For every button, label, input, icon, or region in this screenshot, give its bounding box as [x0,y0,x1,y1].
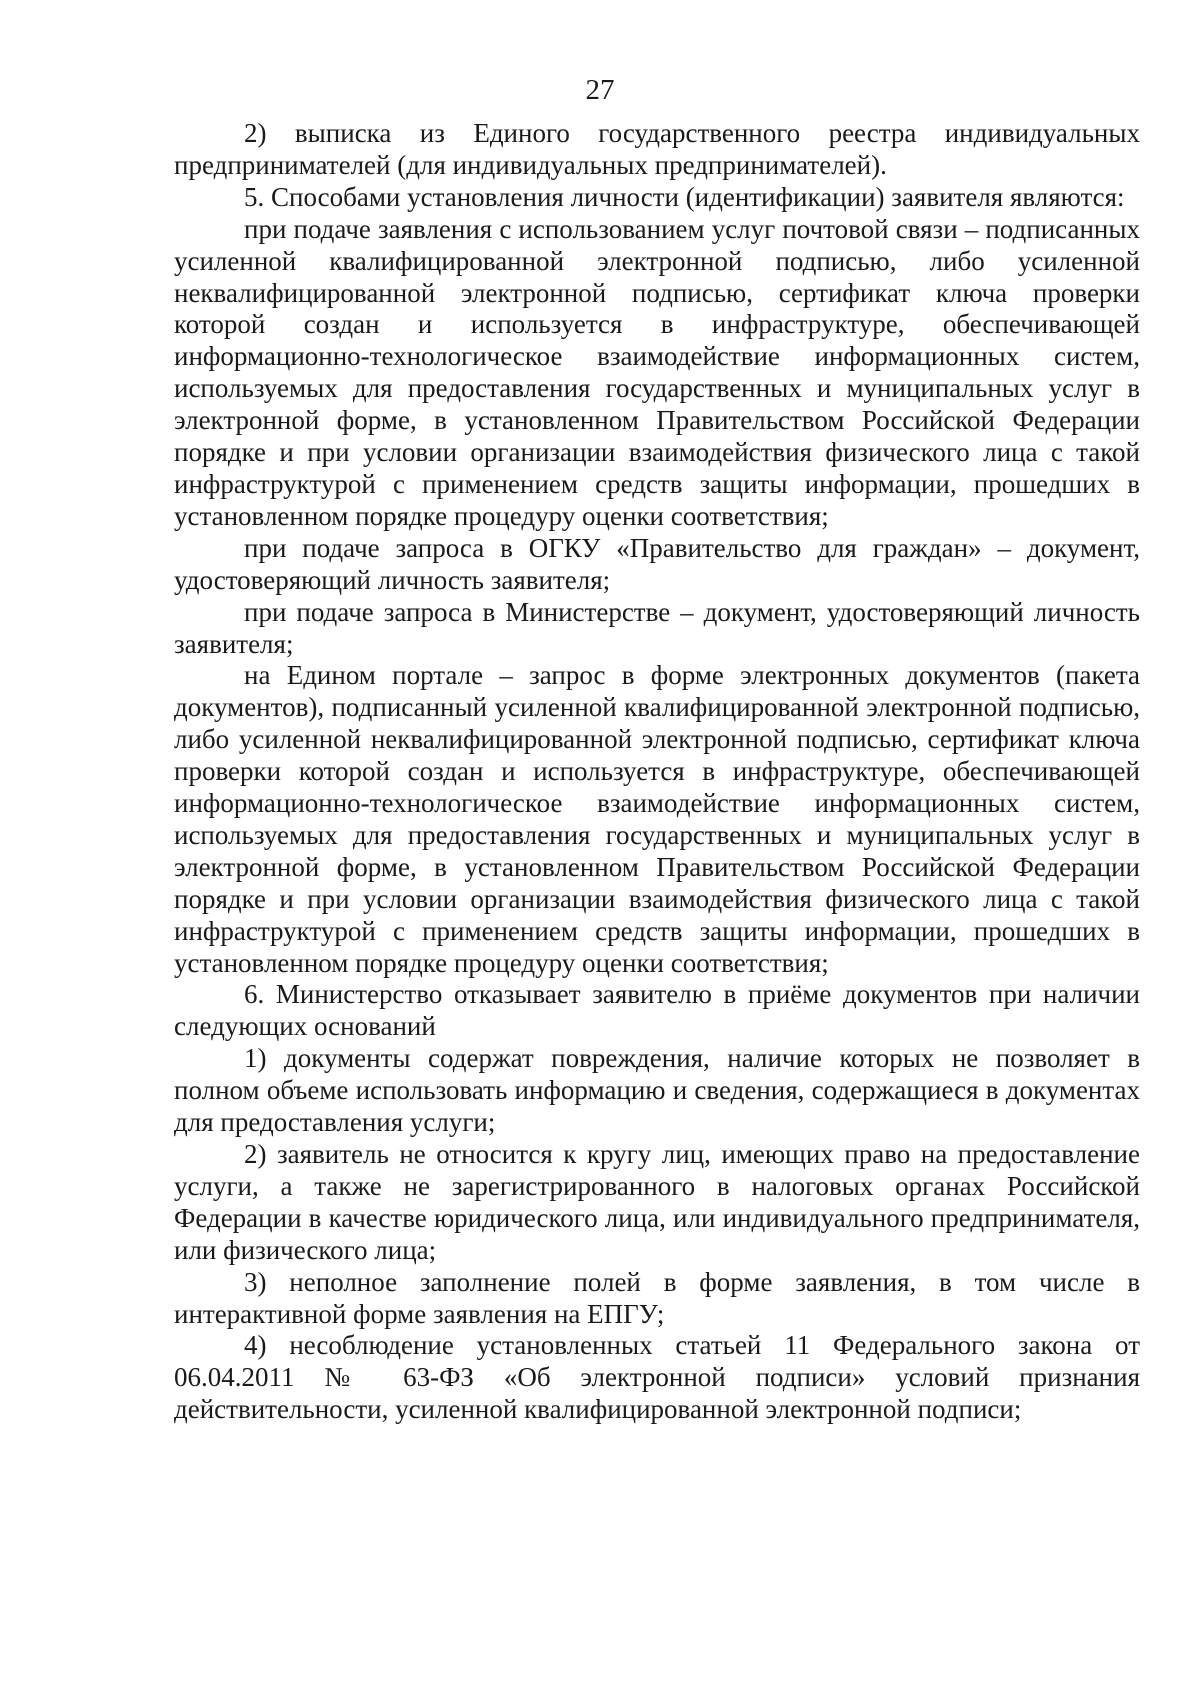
paragraph-refusal-1: 1) документы содержат повреждения, наличие которых не позволяет в полном объеме использовать информацию и сведения, содержащиеся в документах для предоставления услуги; [174,1043,1140,1138]
document-body [174,118,1140,1426]
paragraph-refusal-2: 2) заявитель не относится к кругу лиц, имеющих право на предоставление услуги, а также не зарегистрированного в налоговых органах Российской Федерации в качестве юридического лица, или индивидуального предпринимателя, или физического лица; [174,1139,1140,1265]
paragraph-refusal-4: 4) несоблюдение установленных статьей 11 Федерального закона от 06.04.2011 № 63-ФЗ «Об электронной подписи» условий признания действительности, усиленной квалифицированной электронной подписи; [174,1330,1140,1425]
paragraph-refusal-3: 3) неполное заполнение полей в форме заявления, в том числе в интерактивной форме заявления на ЕПГУ; [174,1266,1140,1329]
paragraph-ogku-submission: при подаче запроса в ОГКУ «Правительство для граждан» – документ, удостоверяющий личность заявителя; [174,532,1140,595]
paragraph-ministry-submission: при подаче запроса в Министерстве – документ, удостоверяющий личность заявителя; [174,596,1140,659]
paragraph-postal-submission: при подаче заявления с использованием услуг почтовой связи – подписанных усиленной квалифицированной электронной подписью, либо усиленной неквалифицированной электронной подписью, сертификат ключа проверки которой создан и используется в инфраструктуре, обеспечивающей информационно-технологическое взаимодействие информационных систем, используемых для предоставления государственных и муниципальных услуг в электронной форме, в установленном Правительством Российской Федерации порядке и при условии организации взаимодействия физического лица с такой инфраструктурой с применением средств защиты информации, прошедших в установленном порядке процедуру оценки соответствия; [174,213,1140,531]
paragraph-egrip-extract: 2) выписка из Единого государственного реестра индивидуальных предпринимателей (для индивидуальных предпринимателей). [174,118,1140,180]
page-number: 27 [585,74,615,106]
paragraph-item-5-heading: 5. Способами установления личности (идентификации) заявителя являются: [244,181,1125,212]
paragraph-item-6-heading: 6. Министерство отказывает заявителю в приёме документов при наличии следующих оснований [174,979,1140,1042]
paragraph-unified-portal: на Едином портале – запрос в форме электронных документов (пакета документов), подписанный усиленной квалифицированной электронной подписью, либо усиленной неквалифицированной электронной подписью, сертификат ключа проверки которой создан и используется в инфраструктуре, обеспечивающей информационно-технологическое взаимодействие информационных систем, используемых для предоставления государственных и муниципальных услуг в электронной форме, в установленном Правительством Российской Федерации порядке и при условии организации взаимодействия физического лица с такой инфраструктурой с применением средств защиты информации, прошедших в установленном порядке процедуру оценки соответствия; [174,660,1140,978]
